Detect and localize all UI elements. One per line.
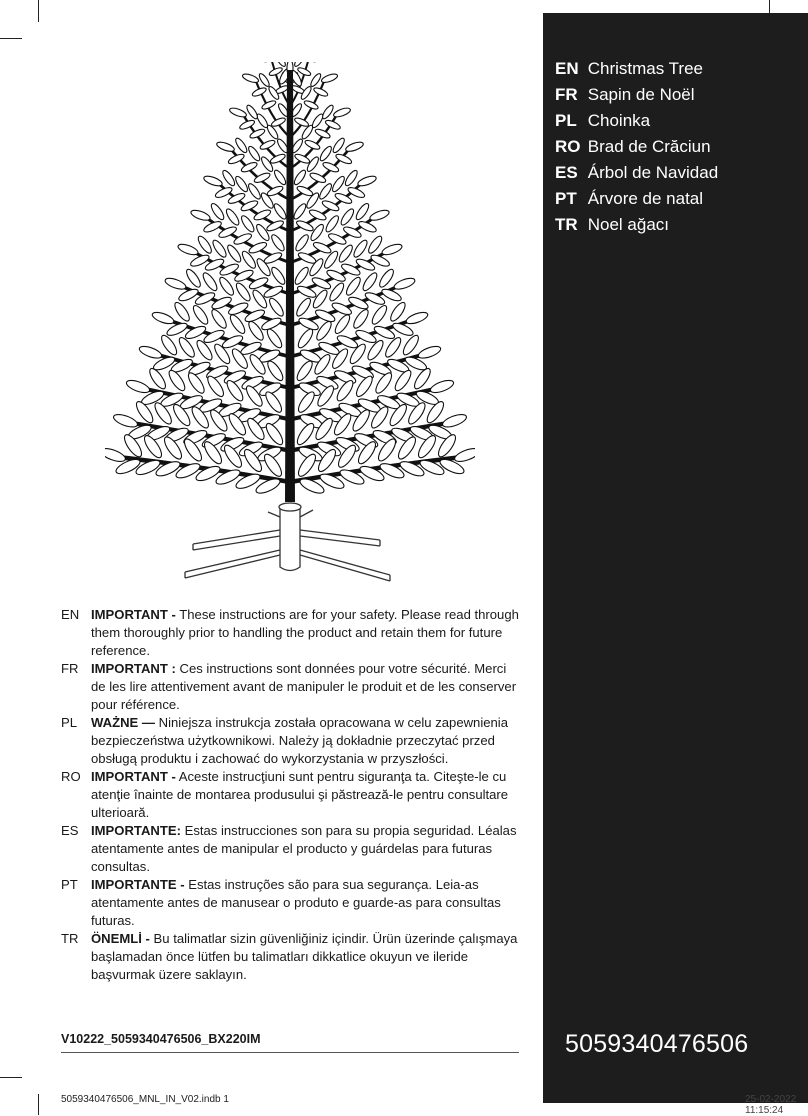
instruction-body: These instructions are for your safety. Please read through them thoroughly prior to handling the product and retain them for future reference. [91, 607, 519, 658]
language-code: PL [61, 715, 78, 730]
timestamp-footer: 25-02-2022 11:15:24 [745, 1094, 797, 1116]
title-es [555, 160, 718, 186]
instruction-heading: IMPORTANT - [91, 769, 176, 784]
instruction-pl [61, 714, 521, 768]
title-pl [555, 108, 718, 134]
language-code: PT [61, 877, 78, 892]
language-code: RO [61, 769, 81, 784]
instruction-body: Ces instructions sont données pour votre sécurité. Merci de les lire attentivement avant de manipuler le produit et de les conserver pour référence. [91, 661, 517, 712]
language-code: ES [61, 823, 79, 838]
instruction-tr [61, 930, 521, 984]
instruction-heading: IMPORTANTE - [91, 877, 185, 892]
language-code: TR [555, 215, 578, 234]
instruction-text [91, 876, 521, 930]
title-tr [555, 212, 718, 238]
crop-mark [38, 1094, 39, 1115]
version-code: V10222_5059340476506_BX220IM [61, 1032, 261, 1046]
instruction-heading: WAŻNE — [91, 715, 156, 730]
language-code: EN [555, 59, 579, 78]
language-code: PT [555, 189, 577, 208]
instruction-body: Estas instruções são para sua segurança. Leia-as atentamente antes de manusear o produto e guarde-as para consultas futuras. [91, 877, 501, 928]
instruction-text [91, 660, 521, 714]
language-code: TR [61, 931, 79, 946]
title-pt [555, 186, 718, 212]
barcode-number: 5059340476506 [565, 1030, 749, 1058]
language-code: RO [555, 137, 581, 156]
instruction-heading: ÖNEMLİ - [91, 931, 150, 946]
title-en [555, 56, 718, 82]
instruction-body: Estas instrucciones son para su propia seguridad. Léalas atentamente antes de manipular el producto y guárdelas para futuras consultas. [91, 823, 517, 874]
title-fr [555, 82, 718, 108]
safety-instructions [61, 606, 521, 984]
instruction-es [61, 822, 521, 876]
instruction-pt [61, 876, 521, 930]
title-text: Brad de Crăciun [587, 137, 711, 156]
product-titles [555, 56, 718, 238]
title-text: Christmas Tree [587, 59, 703, 78]
title-text: Árvore de natal [587, 189, 704, 208]
title-ro [555, 134, 718, 160]
instruction-body: Bu talimatlar sizin güvenliğiniz içindir. Ürün üzerinde çalışmaya başlamadan önce lütfen bu talimatları dikkatlice okuyun ve ileride başvurmak üzere saklayın. [91, 931, 518, 982]
tree-stand-icon [185, 503, 390, 581]
language-code: PL [555, 111, 577, 130]
instruction-body: Niniejsza instrukcja została opracowana w celu zapewnienia bezpieczeństwa użytkownikowi. Należy ją dokładnie przeczytać przed obsługą produktu i zachować do wykorzystania w przyszłości. [91, 715, 509, 766]
instruction-text [91, 768, 521, 822]
instruction-text [91, 714, 521, 768]
title-text: Noel ağacı [587, 215, 670, 234]
file-footer: 5059340476506_MNL_IN_V02.indb 1 [61, 1094, 229, 1105]
christmas-tree-illustration [105, 62, 475, 582]
instruction-text [91, 930, 521, 984]
instruction-heading: IMPORTANTE: [91, 823, 181, 838]
instruction-ro [61, 768, 521, 822]
crop-mark [0, 1077, 22, 1078]
language-code: EN [61, 607, 80, 622]
crop-mark [0, 38, 22, 39]
title-text: Árbol de Navidad [587, 163, 719, 182]
language-code: FR [555, 85, 578, 104]
title-text: Sapin de Noël [587, 85, 695, 104]
crop-mark [38, 0, 39, 22]
language-code: FR [61, 661, 79, 676]
divider [61, 1052, 519, 1053]
instruction-en [61, 606, 521, 660]
instruction-body: Aceste instrucţiuni sunt pentru siguranţa ta. Citeşte-le cu atenţie înainte de montarea produsului şi păstrează-le pentru consultare ulterioară. [91, 769, 509, 820]
instruction-text [91, 822, 521, 876]
instruction-fr [61, 660, 521, 714]
language-code: ES [555, 163, 578, 182]
instruction-text [91, 606, 521, 660]
instruction-heading: IMPORTANT : [91, 661, 176, 676]
title-text: Choinka [587, 111, 651, 130]
instruction-heading: IMPORTANT - [91, 607, 176, 622]
